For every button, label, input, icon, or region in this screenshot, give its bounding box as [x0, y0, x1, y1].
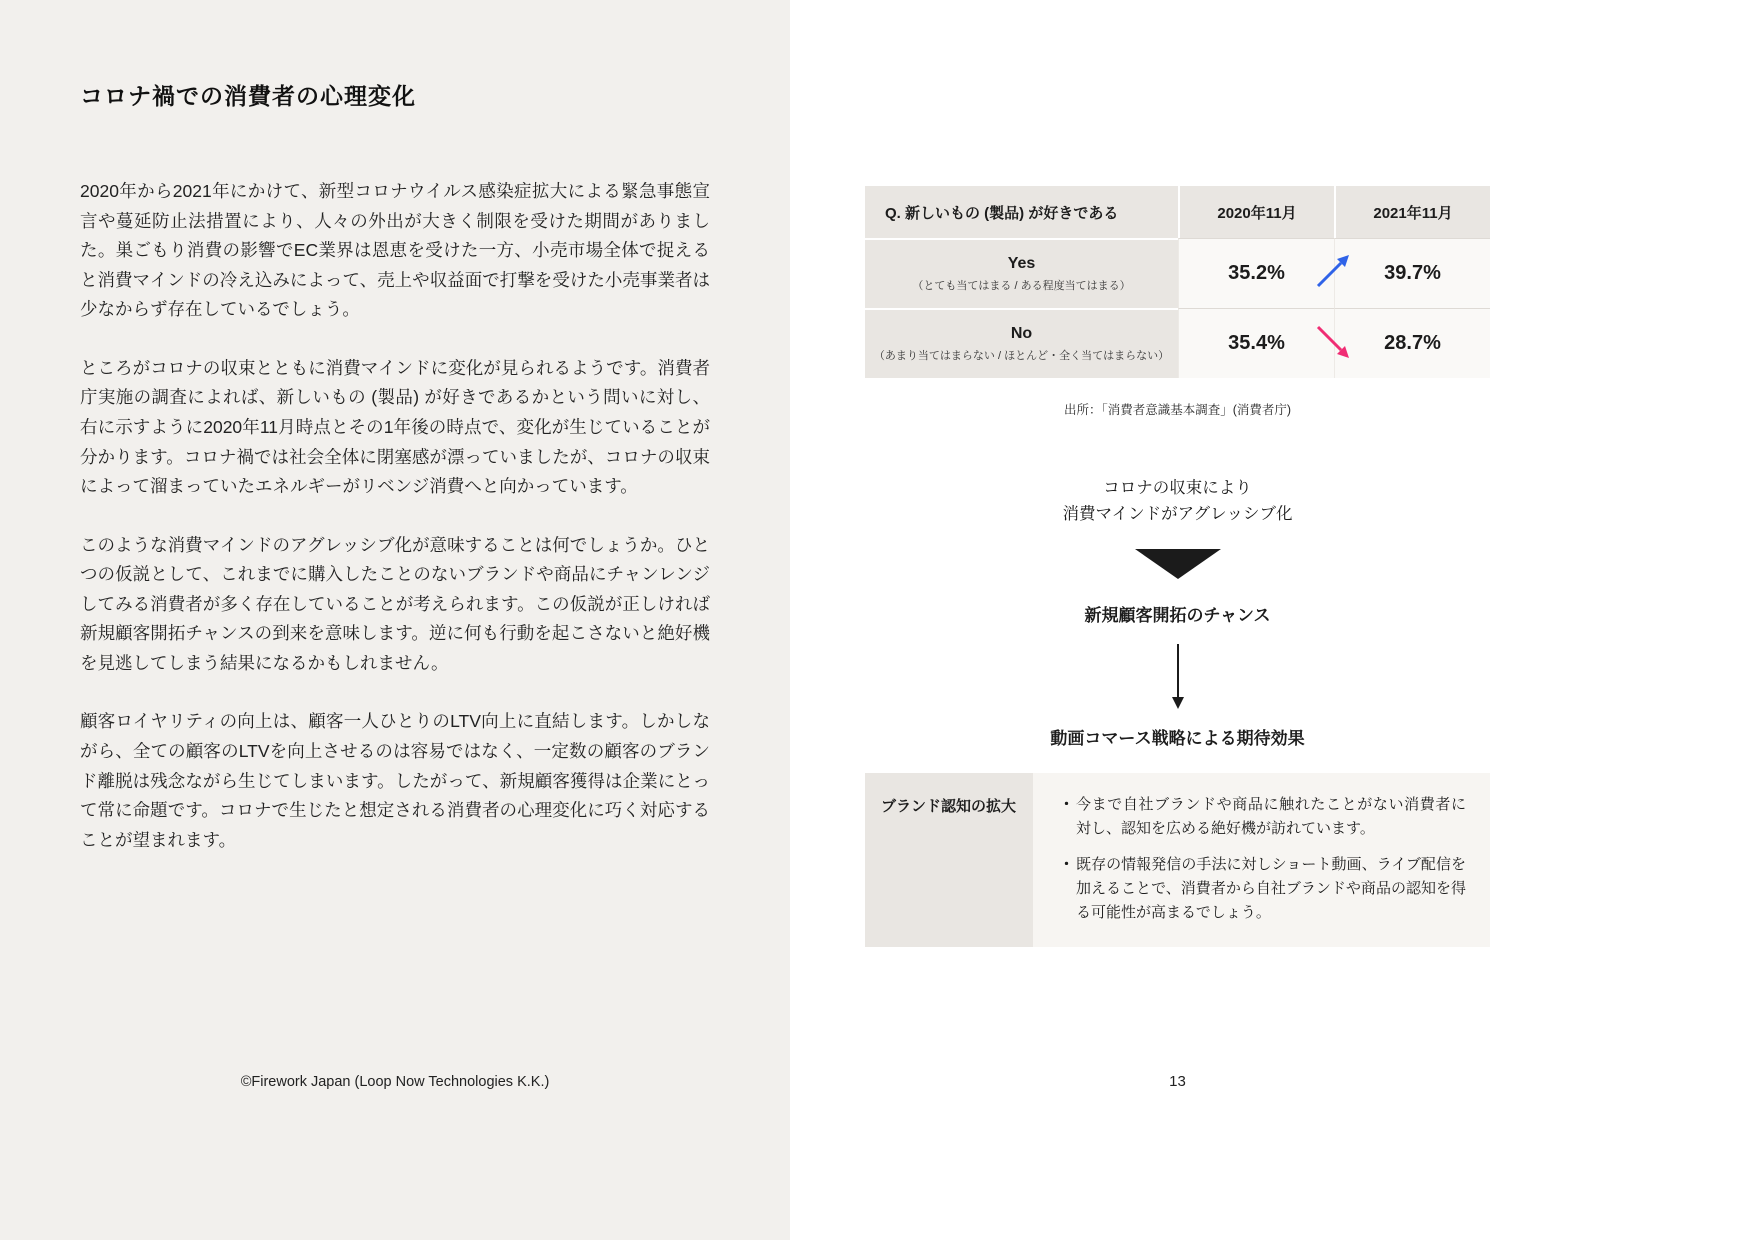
effect-box-label: ブランド認知の拡大	[865, 773, 1033, 947]
effect-bullet-1	[1059, 793, 1466, 841]
trend-up-arrow-icon	[1312, 249, 1356, 293]
survey-table	[865, 186, 1490, 378]
yes-sublabel: （とても当てはまる / ある程度当てはまる）	[912, 280, 1131, 292]
flow-diagram	[865, 476, 1490, 749]
flow-effect-title: 動画コマース戦略による期待効果	[1050, 729, 1305, 749]
flow-cause-text	[865, 476, 1490, 527]
table-col-2021: 2021年11月	[1334, 186, 1490, 238]
paragraph-4: 顧客ロイヤリティの向上は、顧客一人ひとりのLTV向上に直結します。しかしながら、全ての顧客のLTVを向上させるのは容易ではなく、一定数の顧客のブランド離脱は残念ながら生じてしまいます。したがって、新規顧客獲得は企業にとって常に命題です。コロナで生じたと想定される消費者の心理変化に巧く対応することが望まれます。	[80, 711, 710, 850]
table-row-yes-label	[865, 238, 1178, 308]
paragraph-2: ところがコロナの収束とともに消費マインドに変化が見られるようです。消費者庁実施の調査によれば、新しいもの (製品) が好きであるかという問いに対し、右に示すように2020年11月時点とその1年後の時点で、変化が生じていることが分かります。コロナ禍では社会全体に閉塞感が漂っていましたが、コロナの収束によって溜まっていたエネルギーがリベンジ消費へと向かっています。	[80, 357, 710, 497]
table-col-2020: 2020年11月	[1178, 186, 1334, 238]
copyright-footer: ©Firework Japan (Loop Now Technologies K.K.)	[240, 1074, 550, 1090]
paragraph-3: このような消費マインドのアグレッシブ化が意味することは何でしょうか。ひとつの仮説として、これまでに購入したことのないブランドや商品にチャンレンジしてみる消費者が多く存在していることが考えられます。この仮説が正しければ新規顧客開拓チャンスの到来を意味します。逆に何も行動を起こさないと絶好機を見逃してしまう結果になるかもしれません。	[80, 534, 710, 673]
no-sublabel: （あまり当てはまらない / ほとんど・全く当てはまらない）	[873, 350, 1170, 362]
effect-bullet-2	[1059, 853, 1466, 925]
page-number: 13	[1169, 1073, 1186, 1090]
left-text-panel	[0, 0, 790, 1240]
yes-value-2021: 39.7%	[1334, 238, 1490, 308]
no-label: No	[1010, 325, 1033, 342]
effect-bullet-1-text: ・ 今まで自社ブランドや商品に触れたことがない消費者に対し、認知を広める絶好機が訪れています。	[1076, 796, 1466, 838]
down-triangle-icon	[1135, 549, 1221, 579]
effect-box	[865, 773, 1490, 947]
table-question-header: Q. 新しいもの (製品) が好きである	[865, 186, 1178, 238]
trend-down-arrow-icon	[1312, 320, 1356, 364]
effect-box-content	[1033, 773, 1490, 947]
right-figure-panel	[790, 0, 1754, 1240]
yes-value-2020: 35.2%	[1178, 238, 1334, 308]
effect-bullet-2-text: ・ 既存の情報発信の手法に対しショート動画、ライブ配信を加えることで、消費者から自社ブランドや商品の認知を得る可能性が高まるでしょう。	[1076, 856, 1466, 922]
flow-cause-line2: 消費マインドがアグレッシブ化	[1062, 504, 1293, 523]
flow-chance-text: 新規顧客開拓のチャンス	[1084, 606, 1271, 626]
paragraph-1: 2020年から2021年にかけて、新型コロナウイルス感染症拡大による緊急事態宣言や蔓延防止法措置により、人々の外出が大きく制限を受けた期間がありました。巣ごもり消費の影響でEC業界は恩恵を受けた一方、小売市場全体で捉えると消費マインドの冷え込みによって、売上や収益面で打撃を受けた小売事業者は少なからず存在しているでしょう。	[80, 181, 710, 320]
table-source-note: 出所：「消費者意識基本調査」(消費者庁)	[1063, 403, 1292, 417]
no-value-2020: 35.4%	[1178, 308, 1334, 378]
body-copy	[80, 177, 710, 855]
down-arrow-icon	[865, 642, 1490, 710]
right-content	[865, 186, 1490, 947]
no-value-2021: 28.7%	[1334, 308, 1490, 378]
page-title: コロナ禍での消費者の心理変化	[80, 83, 416, 109]
flow-cause-line1: コロナの収束により	[1103, 479, 1252, 497]
yes-label: Yes	[1007, 255, 1036, 272]
table-row-no-label	[865, 308, 1178, 378]
